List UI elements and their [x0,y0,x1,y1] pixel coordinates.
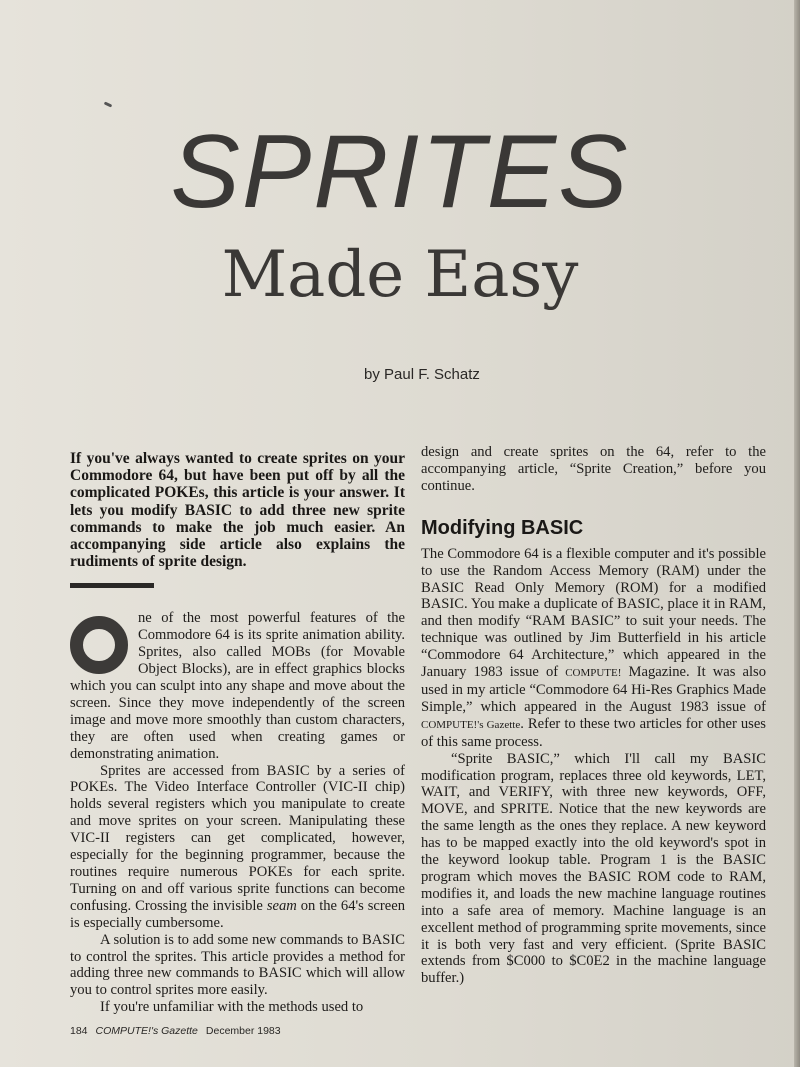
publication-name: COMPUTE!'s Gazette [95,1025,198,1037]
compute-magazine-name: COMPUTE! [565,667,622,680]
continued-paragraph: design and create sprites on the 64, refer to the accompanying article, “Sprite Creation,” before you continue. [421,444,766,494]
byline: by Paul F. Schatz [364,366,480,383]
modifying-text-c: . Refer to these two articles for other uses of this same process. [421,715,766,750]
body-paragraph-2 [70,763,405,932]
body-paragraph-4: If you're unfamiliar with the methods used to [100,999,364,1016]
section-heading: Modifying BASIC [421,516,584,539]
section-rule [70,583,154,588]
lead-paragraph-block [70,610,405,762]
issue-date: December 1983 [205,1025,281,1037]
article-subtitle: Made Easy [221,238,579,312]
article-title: SPRITES [170,114,630,230]
body-paragraph-1: ne of the most powerful features of the Commodore 64 is its sprite animation ability. Sprites, also called MOBs (for Movable Object Blocks), are in effect graphics blocks which you can sculpt into any shape and move about the screen. Since they move independently of the screen image and move more smoothly than custom characters, they are often used when creating games or demonstrating animation. [70,610,405,762]
page-footer [70,1025,281,1037]
article-deck: If you've always wanted to create sprites on your Commodore 64, but have been put off by all the complicated POKEs, this article is your answer. It lets you modify BASIC to add three new sprite commands to make the job much easier. An accompanying side article also explains the rudiments of sprite design. [70,450,405,571]
gazette-name: COMPUTE!'s Gazette [421,718,521,731]
right-column [421,444,766,987]
modifying-text-a: The Commodore 64 is a flexible computer and it's possible to use the Random Access Memory (RAM) under the BASIC Read Only Memory (ROM) for a modified BASIC. You make a duplicate of BASIC, place it in RAM, and then modify “RAM BASIC” to suit your needs. The technique was outlined by Jim Butterfield in his article “Commodore 64 Architecture,” which appeared in the January 1983 issue of [421,545,766,681]
body-paragraph-3: A solution is to add some new commands to BASIC to control the sprites. This article provides a method for adding three new commands to BASIC which will allow you to control sprites more easily. [70,931,405,999]
modifying-text-b: Magazine. It was also used in my article “Commodore 64 Hi-Res Graphics Made Simple,” which appeared in the August 1983 issue of [421,664,766,715]
page-number: 184 [70,1025,88,1037]
paragraph-2-text: Sprites are accessed from BASIC by a series of POKEs. The Video Interface Controller (VIC-II chip) holds several registers which you manipulate to create and move sprites on your screen. Manipulating these VIC-II registers can get complicated, however, especially for the beginning programmer, because the routines require numerous POKEs for each sprite. Turning on and off various sprite functions can become confusing. Crossing the invisible [70,762,405,914]
seam-word: seam [266,897,297,914]
left-column [70,450,405,1016]
paragraph-2-text-end: on the 64's screen is especially cumbersome. [70,897,406,931]
modifying-paragraph-2: “Sprite BASIC,” which I'll call my BASIC modification program, replaces three old keywords, LET, WAIT, and VERIFY, with three new keywords, OFF, MOVE, and SPRITE. Notice that the new keywords are the same length as the ones they replace. A new keyword has to be mapped exactly into the old keyword's spot in the keyword lookup table. Program 1 is the BASIC program which moves the BASIC ROM code to RAM, modifies it, and loads the new machine language routines into a safe area of memory. Machine language is an excellent method of programming sprite movements, since it is both very fast and very efficient. (Sprite BASIC extends from $C000 to $C0E2 in the machine language buffer.) [421,750,766,987]
print-speck [104,101,113,107]
modifying-paragraph-1 [421,546,766,751]
